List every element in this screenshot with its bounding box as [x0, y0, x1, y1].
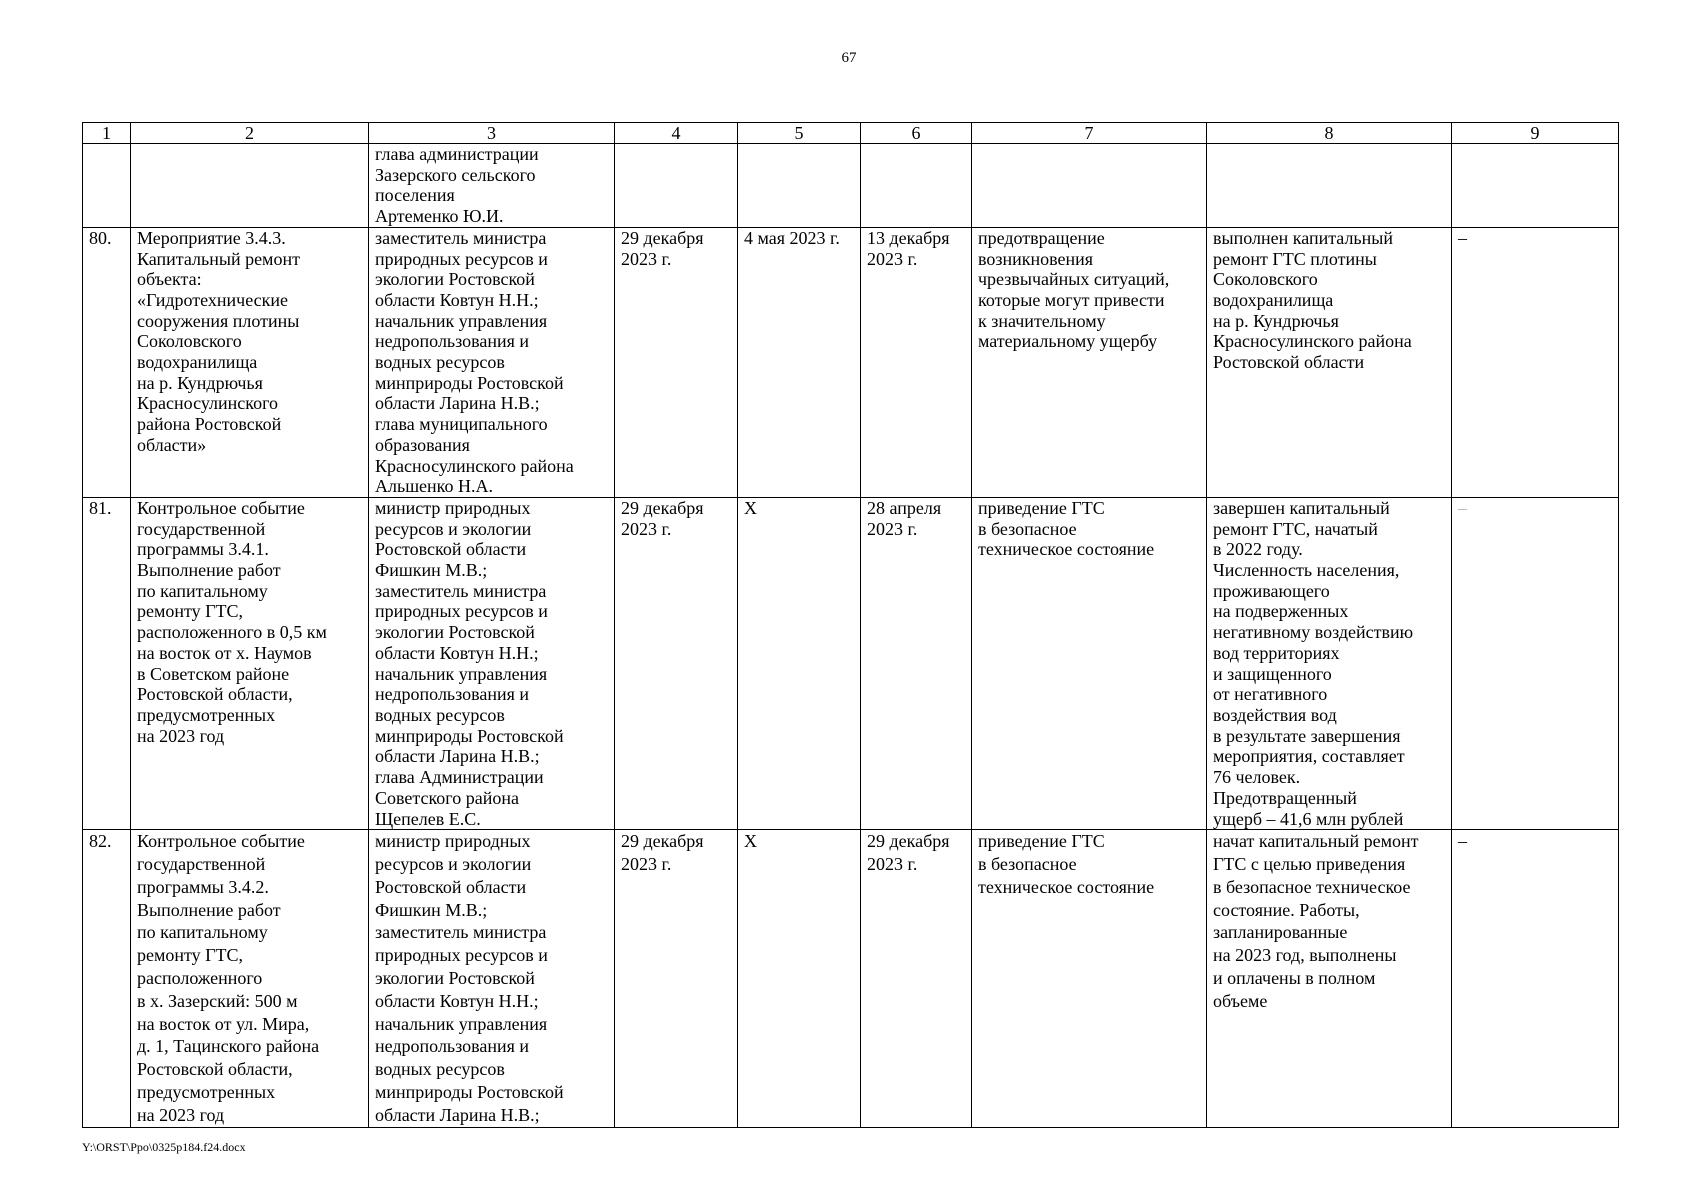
planned-result-cell — [972, 144, 1207, 228]
table-row — [83, 227, 1619, 497]
actual-result-cell: выполнен капитальный ремонт ГТС плотины Соколовского водохранилища на р. Кундрючья Красносулинского района Ростовской области — [1207, 227, 1452, 497]
actual-result-cell: завершен капитальный ремонт ГТС, начатый в 2022 году. Численность населения, проживающего на подверженных негативному воздействию вод территориях и защищенного от негативного воздействия вод в результате завершения мероприятия, составляет 76 человек. Предотвращенный ущерб – 41,6 млн рублей — [1207, 497, 1452, 829]
actual-end-cell: 29 декабря 2023 г. — [861, 830, 972, 1127]
planned-date-cell: 29 декабря 2023 г. — [615, 497, 738, 829]
table-header-row — [83, 123, 1619, 144]
notes-cell: – — [1452, 227, 1619, 497]
row-number: 82. — [83, 830, 131, 1127]
page-number: 67 — [841, 50, 857, 66]
planned-date-cell — [615, 144, 738, 228]
column-header: 5 — [738, 123, 861, 144]
actual-start-cell: Х — [738, 497, 861, 829]
row-number: 81. — [83, 497, 131, 829]
responsible-cell: глава администрации Зазерского сельского поселения Артеменко Ю.И. — [369, 144, 615, 228]
row-number — [83, 144, 131, 228]
responsible-cell: заместитель министра природных ресурсов и экологии Ростовской области Ковтун Н.Н.; начальник управления недропользования и водных ресурсов минприроды Ростовской области Ларина Н.В.; глава муниципального образования Красносулинского района Альшенко Н.А. — [369, 227, 615, 497]
actual-end-cell — [861, 144, 972, 228]
event-cell: Контрольное событие государственной программы 3.4.1. Выполнение работ по капитальному ремонту ГТС, расположенного в 0,5 км на восток от х. Наумов в Советском районе Ростовской области, предусмотренных на 2023 год — [131, 497, 369, 829]
column-header: 2 — [131, 123, 369, 144]
planned-result-cell: предотвращение возникновения чрезвычайных ситуаций, которые могут привести к значительному материальному ущербу — [972, 227, 1207, 497]
actual-start-cell: Х — [738, 830, 861, 1127]
table-row — [83, 497, 1619, 829]
actual-result-cell — [1207, 144, 1452, 228]
planned-result-cell: приведение ГТС в безопасное техническое состояние — [972, 497, 1207, 829]
table-row — [83, 830, 1619, 1127]
actual-end-cell: 13 декабря 2023 г. — [861, 227, 972, 497]
actual-result-cell: начат капитальный ремонт ГТС с целью приведения в безопасное техническое состояние. Работы, запланированные на 2023 год, выполнены и оплачены в полном объеме — [1207, 830, 1452, 1127]
event-cell: Мероприятие 3.4.3. Капитальный ремонт объекта: «Гидротехнические сооружения плотины Соколовского водохранилища на р. Кундрючья Красносулинского района Ростовской области» — [131, 227, 369, 497]
column-header: 6 — [861, 123, 972, 144]
notes-cell: – — [1452, 830, 1619, 1127]
column-header: 3 — [369, 123, 615, 144]
actual-end-cell: 28 апреля 2023 г. — [861, 497, 972, 829]
notes-cell: – — [1452, 497, 1619, 829]
column-header: 1 — [83, 123, 131, 144]
responsible-cell: министр природных ресурсов и экологии Ростовской области Фишкин М.В.; заместитель министра природных ресурсов и экологии Ростовской области Ковтун Н.Н.; начальник управления недропользования и водных ресурсов минприроды Ростовской области Ларина Н.В.; — [369, 830, 615, 1127]
event-cell — [131, 144, 369, 228]
actual-start-cell: 4 мая 2023 г. — [738, 227, 861, 497]
actual-start-cell — [738, 144, 861, 228]
column-header: 4 — [615, 123, 738, 144]
planned-date-cell: 29 декабря 2023 г. — [615, 830, 738, 1127]
report-table — [82, 122, 1619, 1128]
column-header: 9 — [1452, 123, 1619, 144]
table-row-continuation — [83, 144, 1619, 228]
column-header: 8 — [1207, 123, 1452, 144]
event-cell: Контрольное событие государственной программы 3.4.2. Выполнение работ по капитальному ремонту ГТС, расположенного в х. Зазерский: 500 м на восток от ул. Мира, д. 1, Тацинского района Ростовской области, предусмотренных на 2023 год — [131, 830, 369, 1127]
footer-file-path: Y:\ORST\Ppo\0325p184.f24.docx — [82, 1140, 246, 1154]
notes-cell — [1452, 144, 1619, 228]
planned-result-cell: приведение ГТС в безопасное техническое состояние — [972, 830, 1207, 1127]
column-header: 7 — [972, 123, 1207, 144]
responsible-cell: министр природных ресурсов и экологии Ростовской области Фишкин М.В.; заместитель министра природных ресурсов и экологии Ростовской области Ковтун Н.Н.; начальник управления недропользования и водных ресурсов минприроды Ростовской области Ларина Н.В.; глава Администрации Советского района Щепелев Е.С. — [369, 497, 615, 829]
planned-date-cell: 29 декабря 2023 г. — [615, 227, 738, 497]
row-number: 80. — [83, 227, 131, 497]
